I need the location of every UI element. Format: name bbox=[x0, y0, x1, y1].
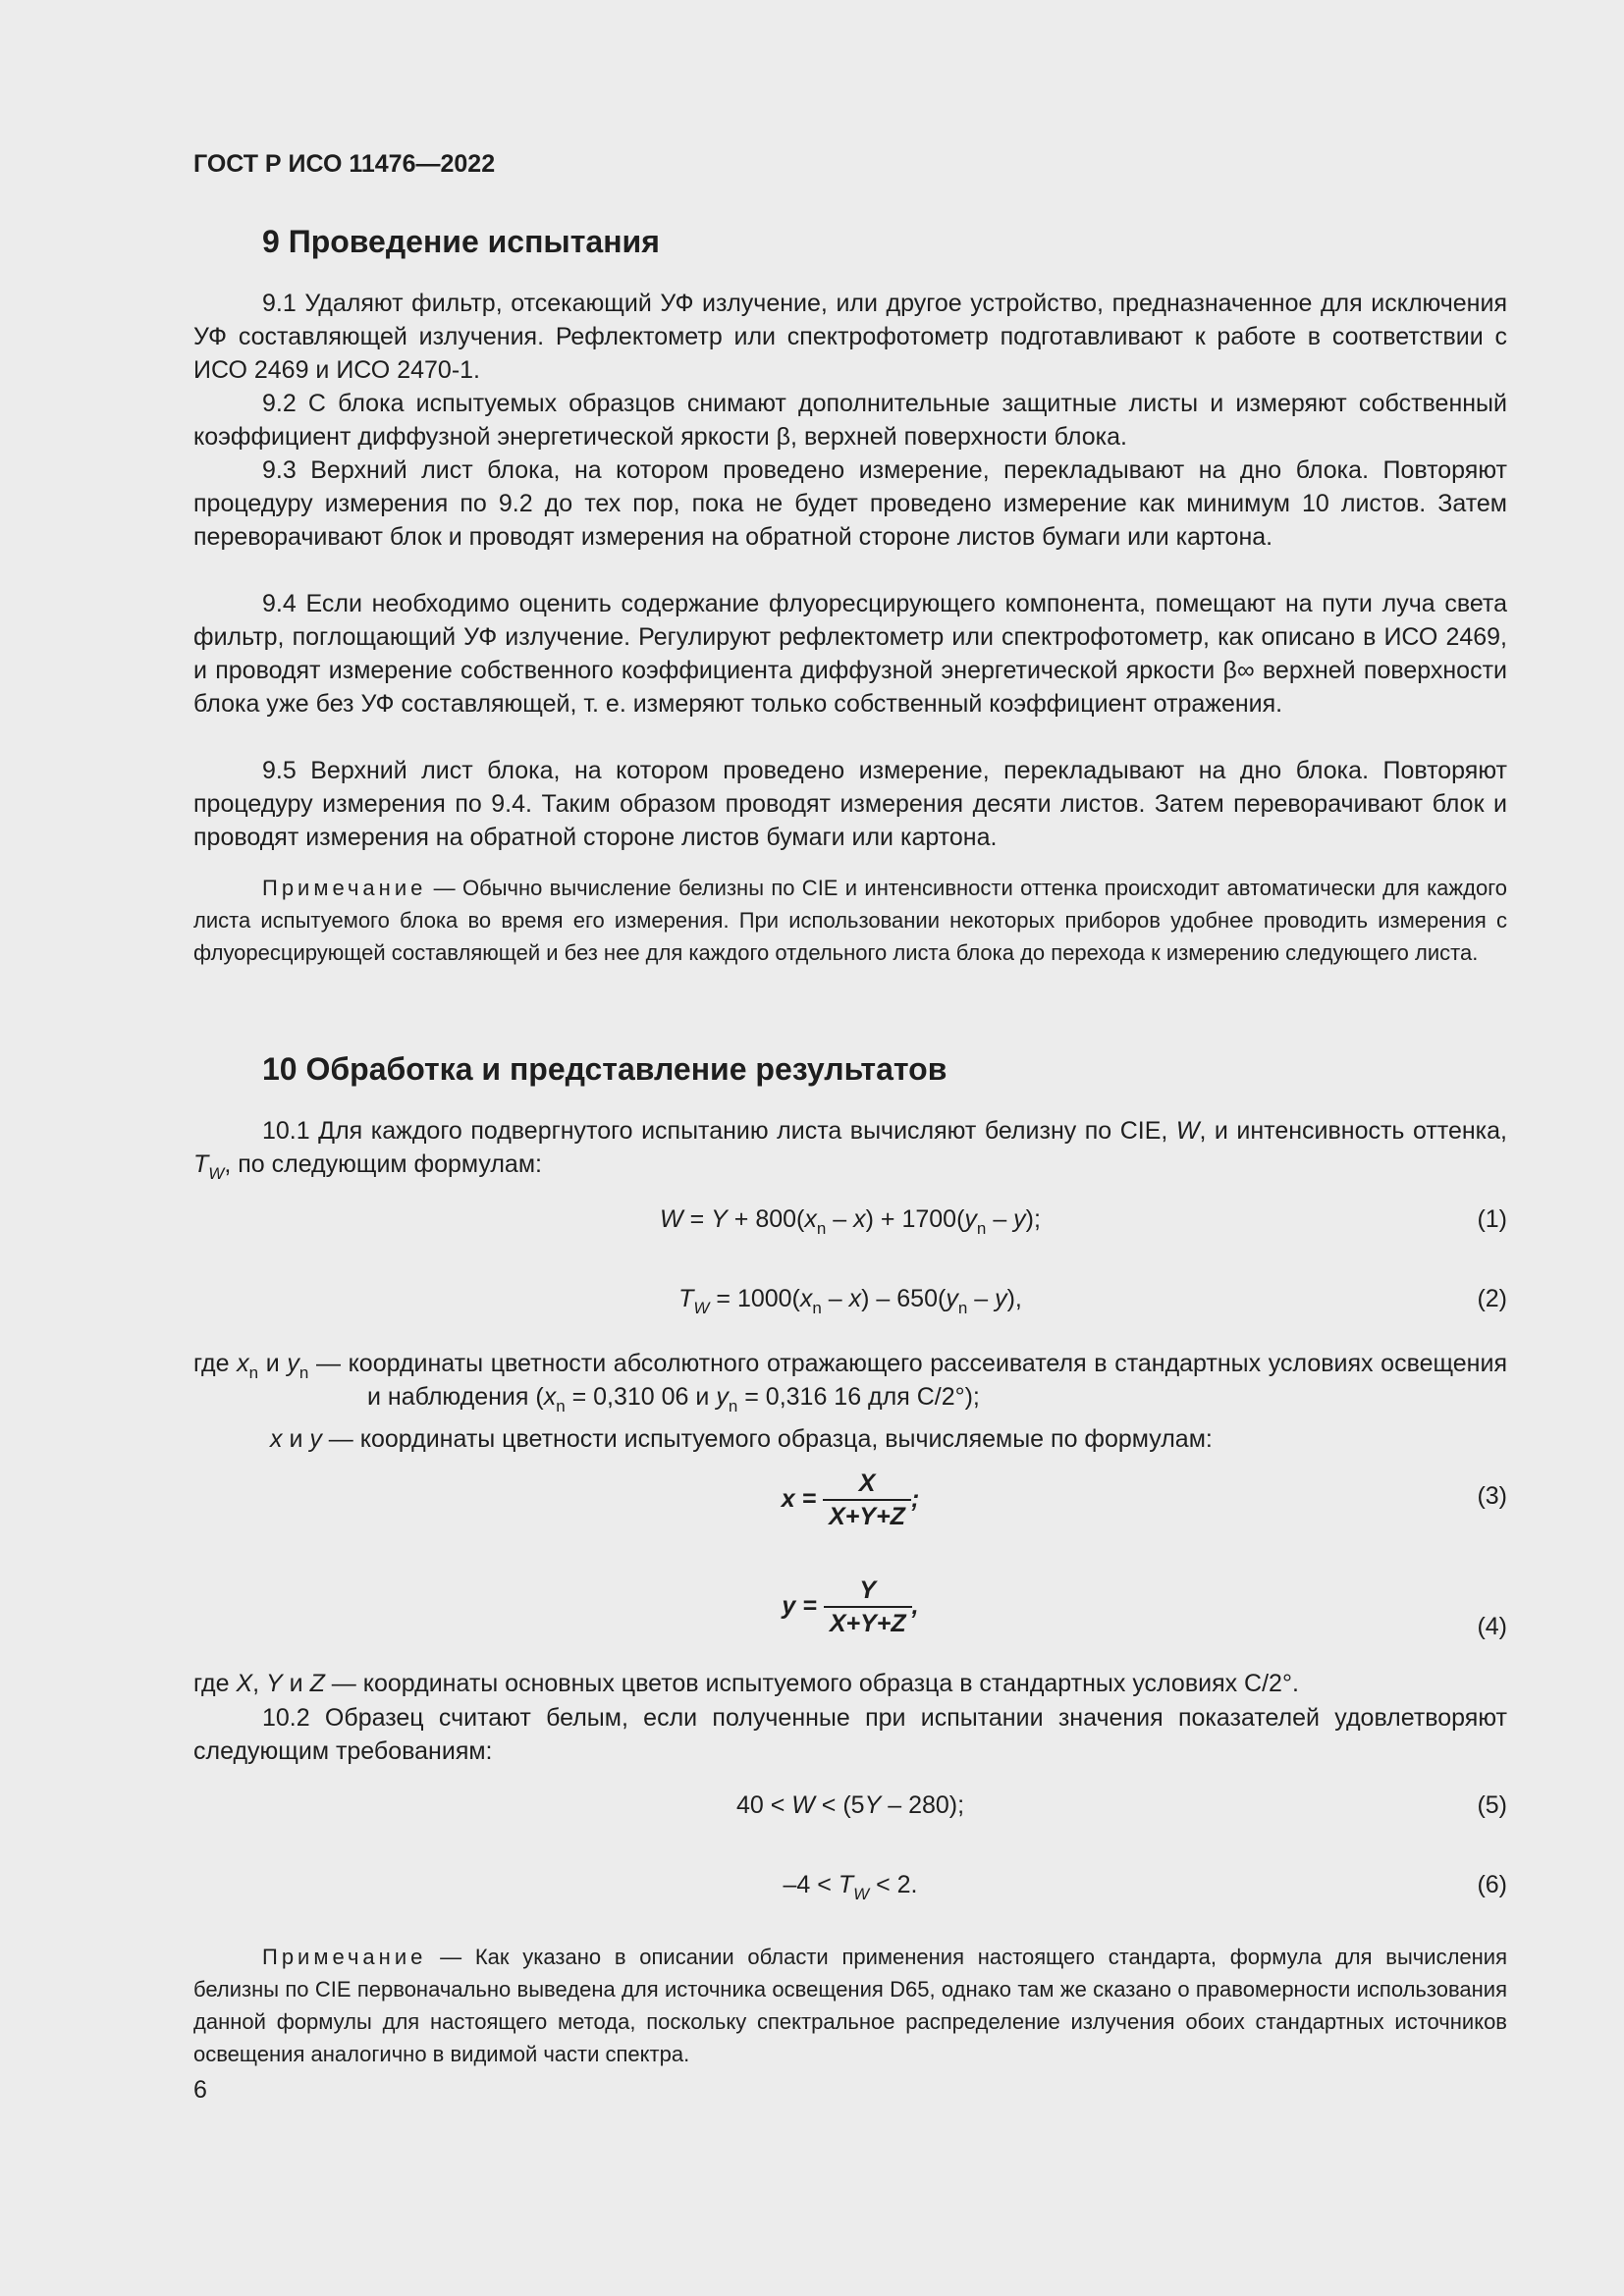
section-9-title: 9 Проведение испытания bbox=[262, 224, 660, 259]
section-10-title: 10 Обработка и представление результатов bbox=[262, 1051, 947, 1087]
formula-2-number: (2) bbox=[1477, 1285, 1507, 1312]
formula-4 bbox=[193, 1575, 1507, 1639]
note-label: Примечание bbox=[262, 1945, 427, 1969]
note-text: — Обычно вычисление белизны по CIE и интенсивности оттенка происходит автоматически для каждого листа испытуемого блока во время его измерения. При использовании некоторых приборов удобнее проводить измерения с флуоресцирующей составляющей и без нее для каждого отдельного листа блока до перехода к измерению следующего листа. bbox=[193, 876, 1507, 965]
fraction-4: $\frac{Y}{X+Y+Z}$ bbox=[824, 1575, 912, 1639]
paragraph-10-2: 10.2 Образец считают белым, если полученные при испытании значения показателей удовлетворяют следующим требованиям: bbox=[193, 1704, 1507, 1765]
formula-6-number: (6) bbox=[1477, 1871, 1507, 1898]
paragraph-10-1: 10.1 Для каждого подвергнутого испытанию листа вычисляют белизну по CIE, W, и интенсивность оттенка, $T_W$, по следующим формулам: bbox=[193, 1117, 1507, 1183]
formula-3-number: (3) bbox=[1477, 1482, 1507, 1510]
formula-2 bbox=[193, 1282, 1507, 1315]
where-x-y: x и y — координаты цветности испытуемого образца, вычисляемые по формулам: bbox=[270, 1425, 1213, 1453]
paragraph-9-3: 9.3 Верхний лист блока, на котором проведено измерение, перекладывают на дно блока. Повторяют процедуру измерения по 9.2 до тех пор, пока не будет проведено измерение как минимум 10 листов. Затем переворачивают блок и проводят измерения на обратной стороне листов бумаги или картона. bbox=[193, 456, 1507, 551]
formula-1 bbox=[193, 1202, 1507, 1236]
formula-1-text: $W = Y + 800(x_n - x) + 1700(y_n - y)$; bbox=[660, 1205, 1041, 1238]
fraction-3: $\frac{X}{X+Y+Z}$ bbox=[823, 1468, 911, 1532]
paragraph-9-5: 9.5 Верхний лист блока, на котором проведено измерение, перекладывают на дно блока. Повторяют процедуру измерения по 9.4. Таким образом проводят измерения десяти листов. Затем переворачивают блок и проводят измерения на обратной стороне листов бумаги или картона. bbox=[193, 757, 1507, 851]
where-xn-yn: где $x_n$ и $y_n$ — координаты цветности абсолютного отражающего рассеивателя в стандартных условиях освещения и наблюдения ($x_n = 0,310$ 06 и $y_n = 0,316$ 16 для C/2°); bbox=[193, 1350, 1507, 1415]
formula-5-text: 40 < W < (5Y – 280); bbox=[735, 1791, 965, 1819]
formula-4-number: (4) bbox=[1477, 1613, 1507, 1640]
formula-3-text: x = $\frac{X}{X+Y+Z}$ ; bbox=[781, 1469, 920, 1530]
formula-5-number: (5) bbox=[1477, 1791, 1507, 1819]
note-10 bbox=[193, 1941, 1507, 2070]
paragraph-9-2: 9.2 С блока испытуемых образцов снимают дополнительные защитные листы и измеряют собственный коэффициент диффузной энергетической яркости β, верхней поверхности блока. bbox=[193, 390, 1507, 451]
paragraph-9-4: 9.4 Если необходимо оценить содержание флуоресцирующего компонента, помещают на пути луча света фильтр, поглощающий УФ излучение. Регулируют рефлектометр или спектрофотометр, как описано в ИСО 2469, и проводят измерение собственного коэффициента диффузной энергетической яркости β∞ верхней поверхности блока уже без УФ составляющей, т. е. измеряют только собственный коэффициент отражения. bbox=[193, 590, 1507, 718]
document-header: ГОСТ Р ИСО 11476—2022 bbox=[193, 150, 496, 178]
page-number: 6 bbox=[193, 2076, 207, 2104]
formula-6 bbox=[193, 1868, 1507, 1901]
note-label: Примечание bbox=[262, 876, 427, 900]
note-text: — Как указано в описании области применения настоящего стандарта, формула для вычисления белизны по CIE первоначально выведена для источника освещения D65, однако там же сказано о правомерности использования данной формулы для настоящего метода, поскольку спектральное распределение излучения обоих стандартных источников освещения аналогично в видимой части спектра. bbox=[193, 1945, 1507, 2066]
formula-1-number: (1) bbox=[1477, 1205, 1507, 1233]
paragraph-9-1: 9.1 Удаляют фильтр, отсекающий УФ излучение, или другое устройство, предназначенное для исключения УФ составляющей излучения. Рефлектометр или спектрофотометр подготавливают к работе в соответствии с ИСО 2469 и ИСО 2470-1. bbox=[193, 290, 1507, 384]
formula-6-text: $-4 < T_W < 2$. bbox=[783, 1871, 918, 1903]
where-xyz: где X, Y и Z — координаты основных цветов испытуемого образца в стандартных условиях C/2°. bbox=[193, 1670, 1299, 1697]
formula-2-text: $T_W = 1000(x_n - x) - 650(y_n - y)$, bbox=[678, 1285, 1022, 1317]
formula-4-text: y = $\frac{Y}{X+Y+Z}$ , bbox=[782, 1576, 919, 1637]
formula-5 bbox=[193, 1789, 1507, 1822]
formula-3 bbox=[193, 1468, 1507, 1532]
note-9 bbox=[193, 872, 1507, 969]
